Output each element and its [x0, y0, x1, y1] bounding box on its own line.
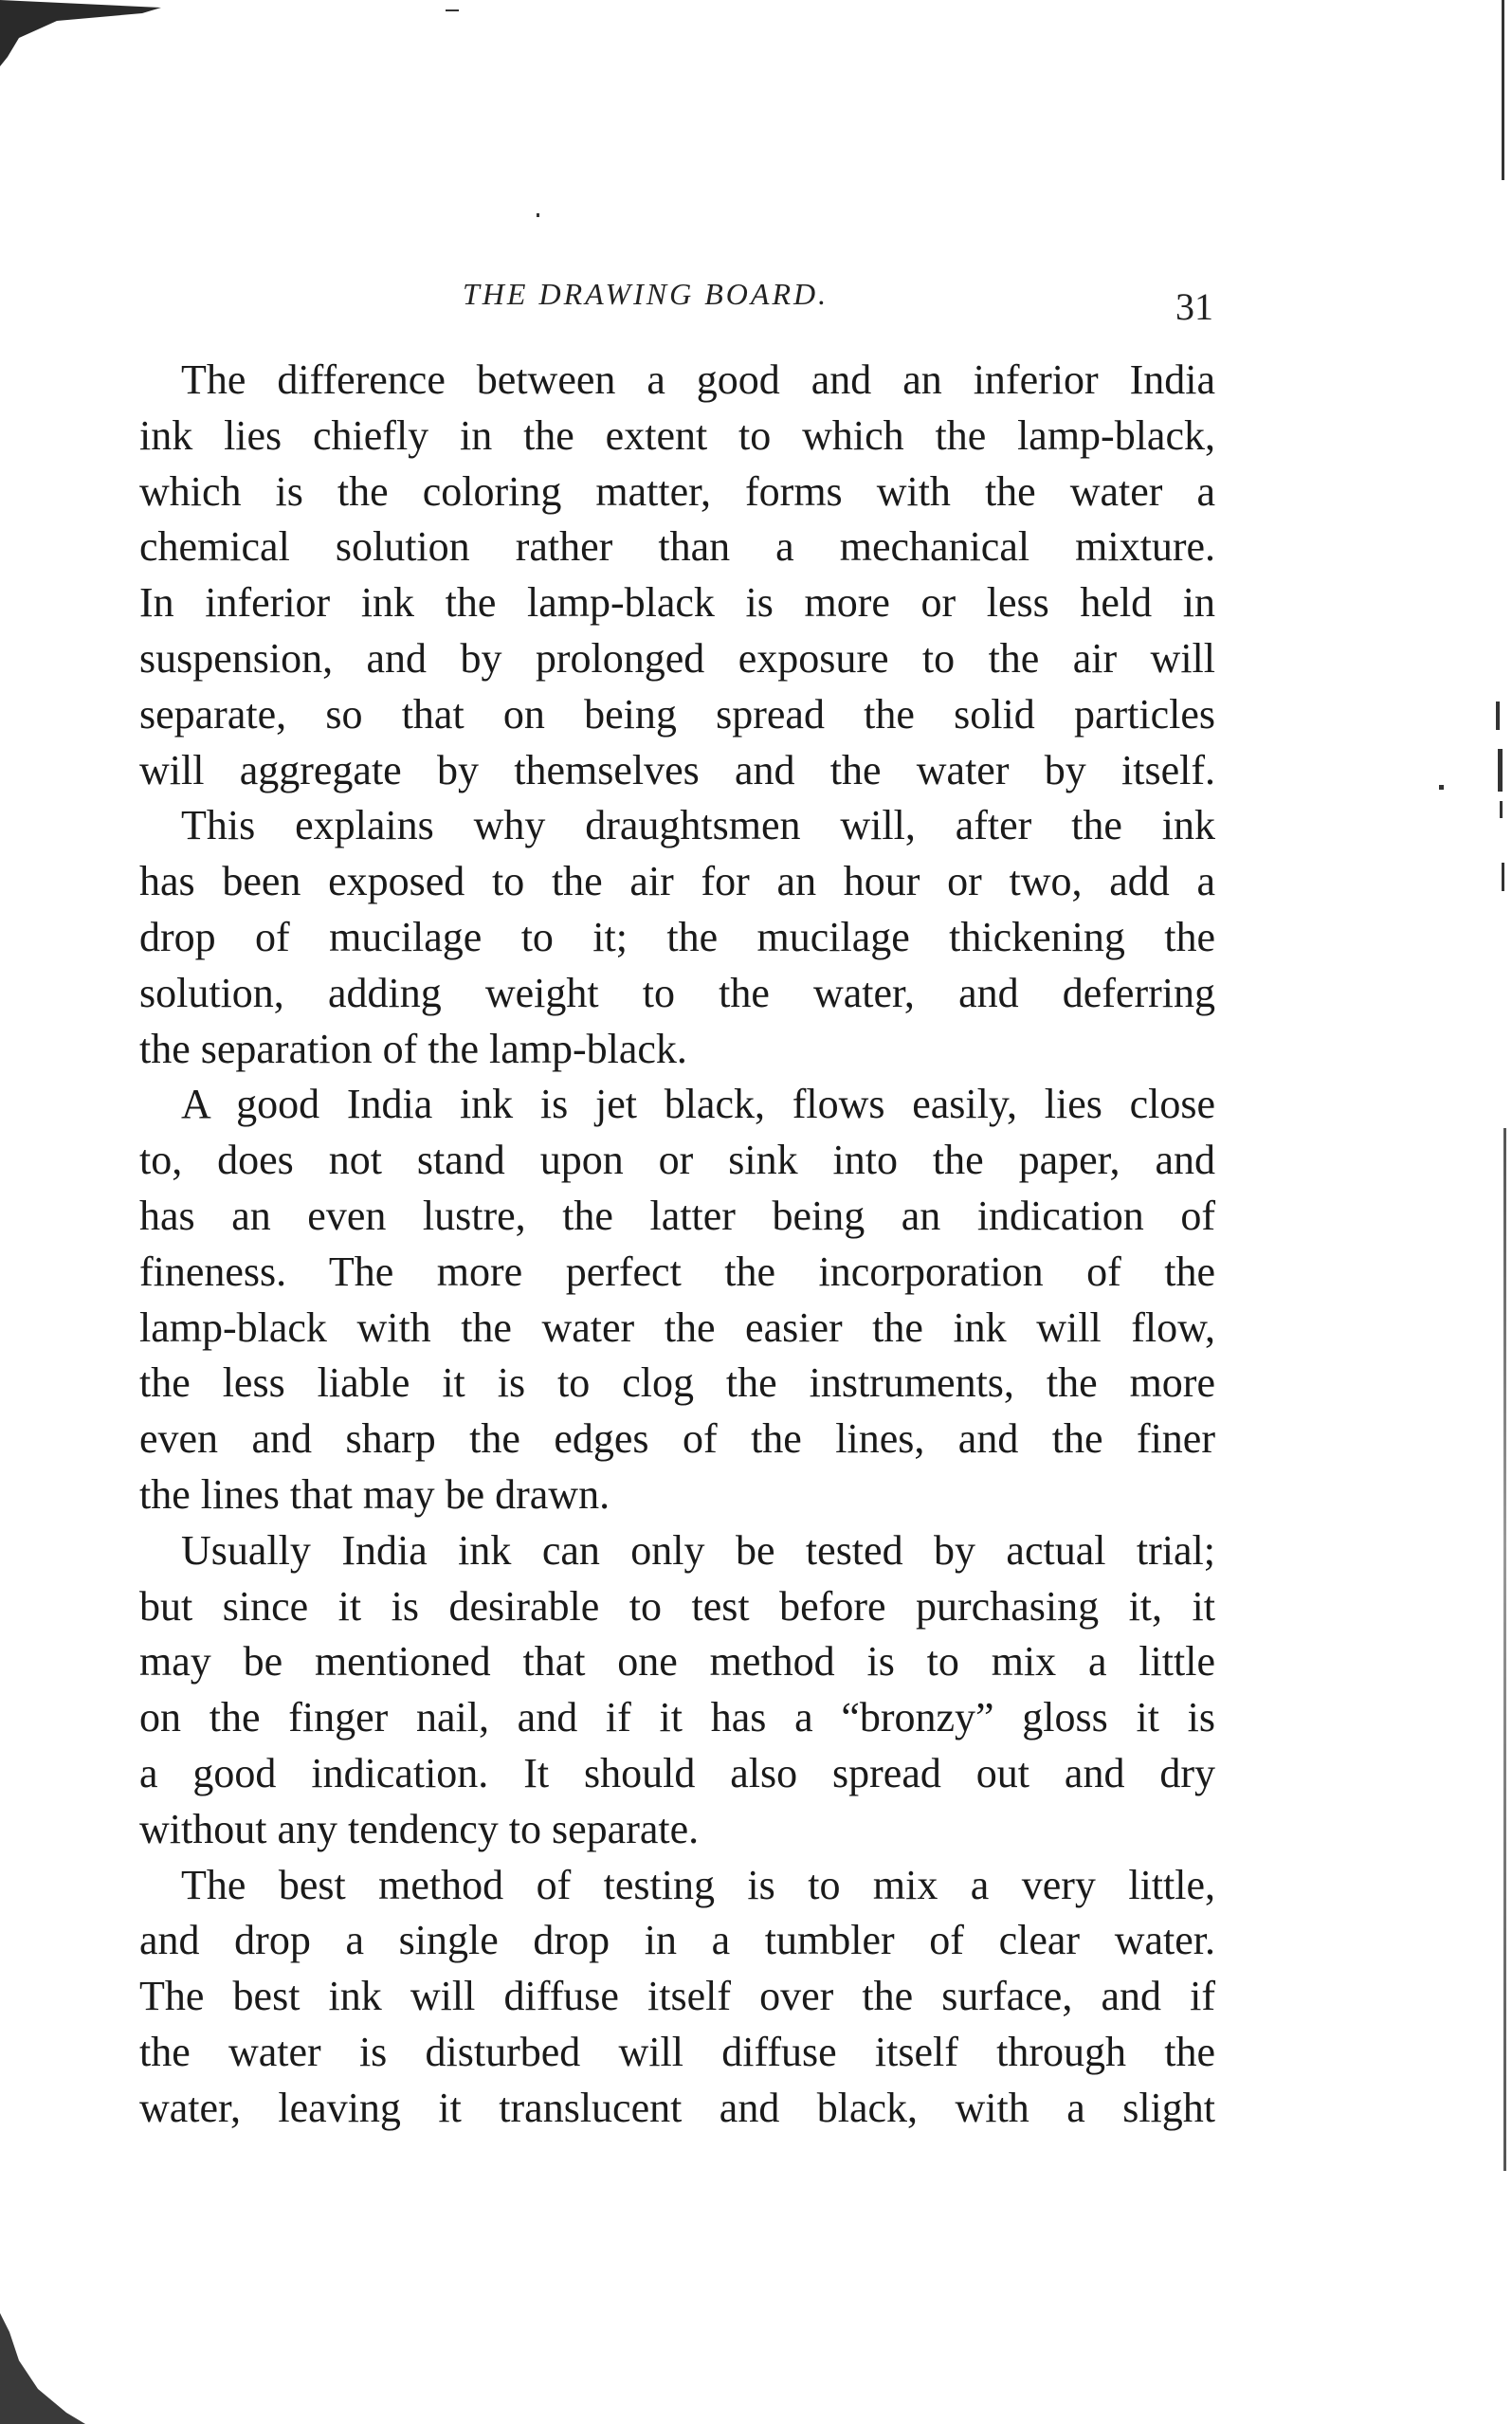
scan-bottom-smudge	[0, 2294, 85, 2424]
text-line: a good indication. It should also spread out and dry	[139, 1749, 1215, 1796]
text-line: The best method of testing is to mix a very little,	[181, 1861, 1215, 1908]
text-line: drop of mucilage to it; the mucilage thickening the	[139, 913, 1215, 960]
scan-mark	[446, 9, 459, 11]
scan-edge-line-top	[1502, 0, 1504, 180]
scan-corner-smudge	[0, 0, 161, 66]
text-line: the separation of the lamp-black.	[139, 1025, 687, 1072]
text-line: and drop a single drop in a tumbler of clear water.	[139, 1917, 1215, 1964]
text-line: A good India ink is jet black, flows easily, lies close	[181, 1081, 1215, 1128]
text-line: ink lies chiefly in the extent to which the lamp-black,	[139, 411, 1215, 459]
text-line: even and sharp the edges of the lines, and the finer	[139, 1415, 1215, 1463]
scan-mark	[1496, 702, 1500, 730]
scan-mark	[1498, 749, 1503, 792]
text-line: This explains why draughtsmen will, after the ink	[181, 802, 1215, 849]
text-line: lamp-black with the water the easier the ink will flow,	[139, 1303, 1215, 1351]
text-line: which is the coloring matter, forms with the water a	[139, 467, 1215, 515]
text-line: Usually India ink can only be tested by actual trial;	[181, 1526, 1215, 1574]
page-number: 31	[1175, 285, 1213, 328]
text-line: has been exposed to the air for an hour or two, add a	[139, 858, 1215, 905]
text-line: The difference between a good and an inferior India	[181, 356, 1215, 403]
text-line: the lines that may be drawn.	[139, 1470, 610, 1518]
text-line: separate, so that on being spread the solid particles	[139, 690, 1215, 738]
body-text	[139, 353, 1215, 2137]
scan-edge-line-bottom	[1503, 1128, 1506, 2171]
text-line: the water is disturbed will diffuse itself through the	[139, 2028, 1215, 2075]
text-line: but since it is desirable to test before purchasing it, it	[139, 1582, 1215, 1630]
text-line: water, leaving it translucent and black, with a slight	[139, 2084, 1215, 2131]
paragraph	[139, 798, 1215, 1077]
text-line: chemical solution rather than a mechanical mixture.	[139, 523, 1215, 571]
paragraph	[139, 353, 1215, 798]
scan-mark	[1502, 863, 1504, 891]
text-line: solution, adding weight to the water, and deferring	[139, 969, 1215, 1016]
paragraph	[139, 1077, 1215, 1522]
text-line: on the finger nail, and if it has a “bronzy” gloss it is	[139, 1694, 1215, 1741]
text-line: to, does not stand upon or sink into the paper, and	[139, 1137, 1215, 1184]
scan-mark	[1500, 801, 1503, 818]
text-line: The best ink will diffuse itself over the surface, and if	[139, 1973, 1215, 2020]
text-line: has an even lustre, the latter being an indication of	[139, 1192, 1215, 1239]
text-line: suspension, and by prolonged exposure to the air will	[139, 634, 1215, 682]
running-title: THE DRAWING BOARD.	[463, 277, 829, 311]
paragraph	[139, 1523, 1215, 1858]
text-line: may be mentioned that one method is to mix a little	[139, 1638, 1215, 1686]
scan-mark	[537, 213, 539, 217]
text-line: the less liable it is to clog the instruments, the more	[139, 1359, 1215, 1407]
paragraph	[139, 1858, 1215, 2137]
text-line: without any tendency to separate.	[139, 1805, 700, 1852]
scan-mark	[1439, 785, 1444, 790]
text-line: will aggregate by themselves and the water by itself.	[139, 746, 1215, 793]
text-line: In inferior ink the lamp-black is more or less held in	[139, 579, 1215, 627]
text-line: fineness. The more perfect the incorporation of the	[139, 1248, 1215, 1295]
